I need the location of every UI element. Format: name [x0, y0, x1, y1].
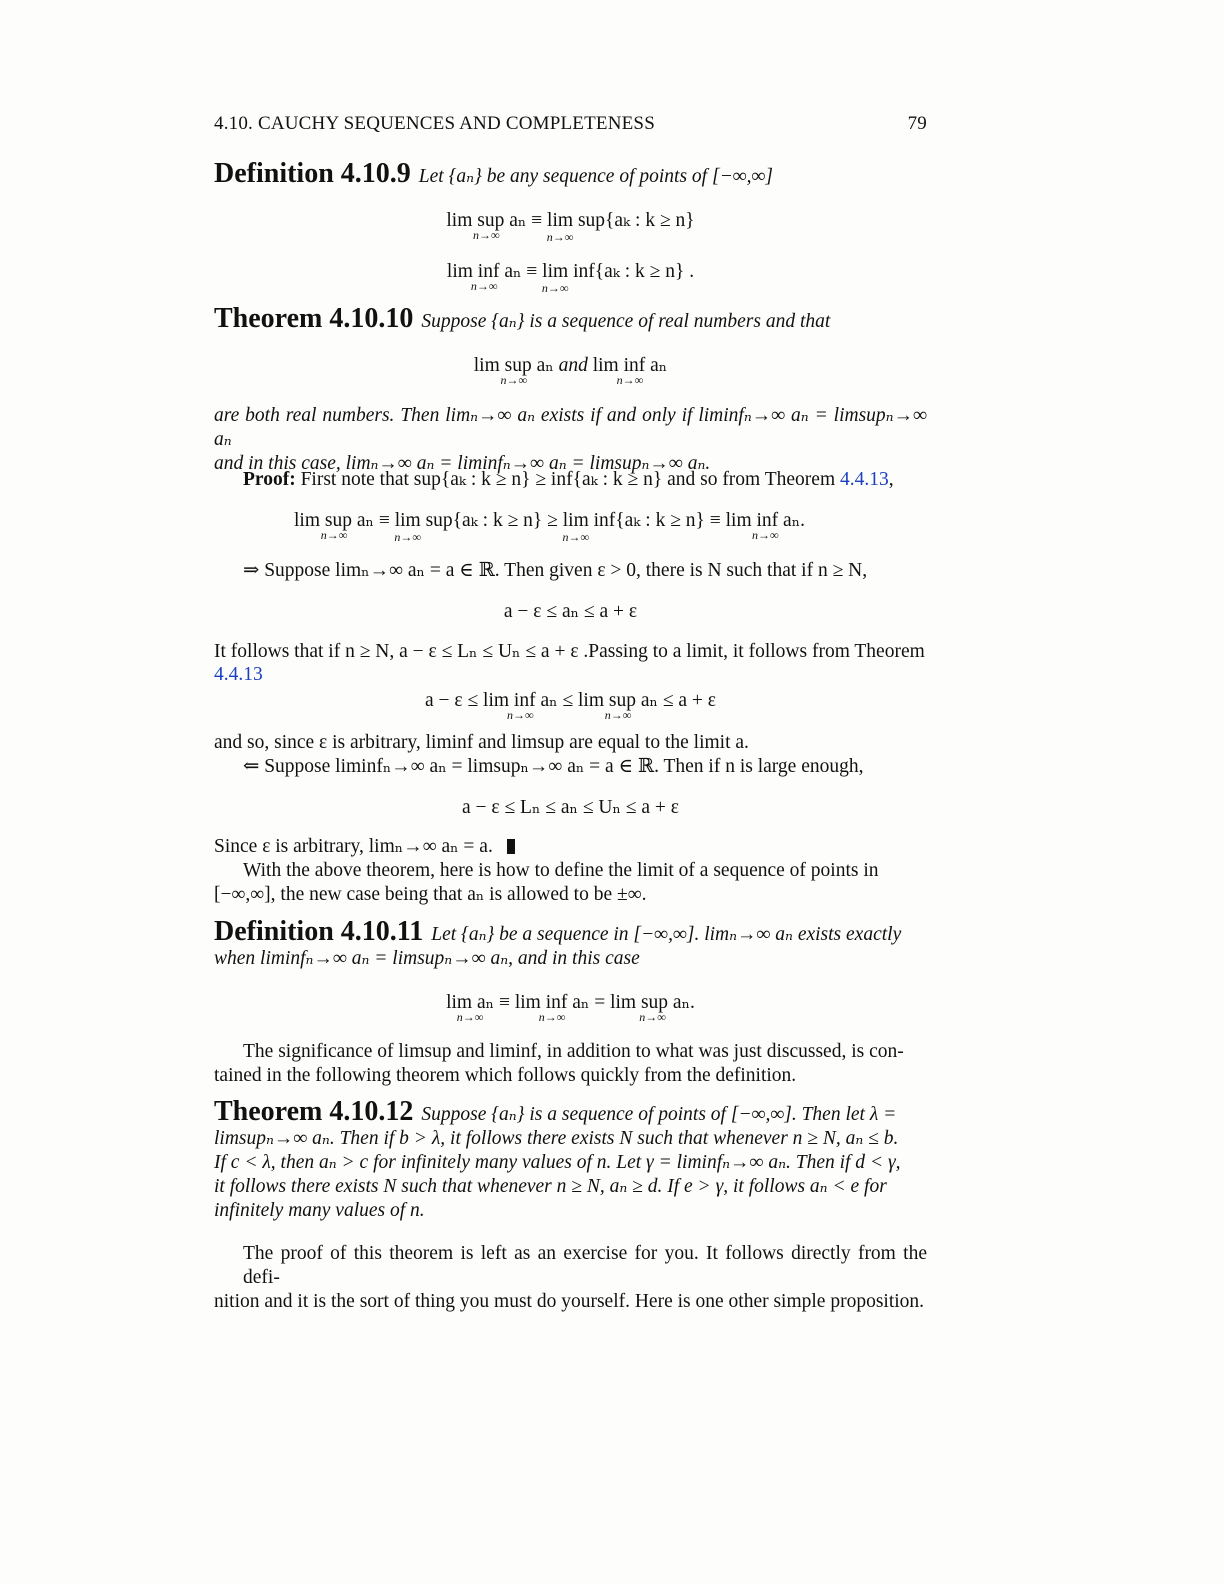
inequality-part: ≤ [557, 690, 579, 711]
proof-equation-4: a − ε ≤ Lₙ ≤ aₙ ≤ Uₙ ≤ a + ε [462, 797, 679, 818]
limit-subscript: n→∞ [752, 528, 779, 542]
definition-heading: Definition 4.10.11 [214, 916, 424, 947]
theorem-text-line: it follows there exists N such that whenever n ≥ N, aₙ ≥ d. If e > γ, it follows aₙ < e for [214, 1176, 887, 1197]
theorem-heading: Theorem 4.10.12 [214, 1096, 414, 1127]
limit-subscript: n→∞ [616, 373, 644, 387]
inf-expr: inf{aₖ : k ≥ n} . [568, 261, 695, 282]
definition-statement: Let {aₙ} be any sequence of points of [−∞,∞] [418, 166, 773, 187]
proof-forward-direction: ⇒ Suppose limₙ→∞ aₙ = a ∈ ℝ. Then given ε > 0, there is N such that if n ≥ N, [243, 560, 868, 581]
theorem-text-line: limsupₙ→∞ aₙ. Then if b > λ, it follows there exists N such that whenever n ≥ N, aₙ ≤ b. [214, 1128, 899, 1149]
equals-sign: = [589, 992, 611, 1013]
theorem-text-line: If c < λ, then aₙ > c for infinitely many values of n. Let γ = liminfₙ→∞ aₙ. Then if d < γ, [214, 1152, 901, 1173]
limit-subscript: n→∞ [538, 1010, 566, 1024]
liminf-expr: lim inf aₙ [592, 355, 668, 376]
proof-conclusion: Since ε is arbitrary, limₙ→∞ aₙ = a. [214, 836, 493, 857]
equiv-sign: ≡ [494, 992, 515, 1013]
definition-equation-limsup [214, 208, 927, 244]
equiv-sign: ≡ [526, 261, 543, 282]
proof-follows-line: It follows that if n ≥ N, a − ε ≤ Lₙ ≤ Uₙ ≤ a + ε .Passing to a limit, it follows from Theorem [214, 641, 925, 662]
paragraph-significance [214, 1040, 927, 1088]
theorem-text-line: Suppose {aₙ} is a sequence of points of [−∞,∞]. Then let λ = [421, 1104, 897, 1125]
theorem-reference-link[interactable]: 4.4.13 [840, 469, 889, 490]
sup-expr: sup{aₖ : k ≥ n} [573, 210, 695, 231]
inequality-part: a − ε ≤ [425, 690, 484, 711]
proof-label: Proof: [243, 469, 296, 490]
proof-backward-direction: ⇐ Suppose liminfₙ→∞ aₙ = limsupₙ→∞ aₙ = a ∈ ℝ. Then if n is large enough, [243, 756, 864, 777]
limit-subscript: n→∞ [562, 530, 590, 544]
liminf-expr: lim inf aₙ [446, 261, 522, 282]
definition-statement: when liminfₙ→∞ aₙ = limsupₙ→∞ aₙ, and in this case [214, 948, 640, 969]
proof-equation-1 [294, 508, 806, 544]
equiv-sign: ≡ [373, 510, 395, 531]
limit-subscript: n→∞ [473, 228, 500, 242]
theorem-4-10-12 [214, 1096, 927, 1223]
limsup-expr: lim sup aₙ [578, 690, 658, 711]
limit-subscript: n→∞ [541, 281, 569, 295]
proof-equation-3 [214, 688, 927, 722]
lim-word: lim [562, 510, 589, 531]
limit-subscript: n→∞ [546, 230, 574, 244]
definition-limit-equation [214, 990, 927, 1024]
limit-subscript: n→∞ [639, 1010, 666, 1024]
proof-since-line: and so, since ε is arbitrary, liminf and limsup are equal to the limit a. [214, 732, 749, 753]
limit-subscript: n→∞ [456, 1010, 484, 1024]
proof-intro [214, 468, 927, 492]
paragraph-line: nition and it is the sort of thing you must do yourself. Here is one other simple proposition. [214, 1291, 925, 1312]
theorem-text-line: are both real numbers. Then limₙ→∞ aₙ exists if and only if liminfₙ→∞ aₙ = limsupₙ→∞ aₙ [214, 405, 927, 450]
limsup-expr: lim sup aₙ [294, 510, 374, 531]
theorem-4-10-10 [214, 303, 927, 334]
definition-4-10-11 [214, 916, 927, 971]
inf-expr: inf{aₖ : k ≥ n} ≡ [588, 510, 726, 531]
proof-end [214, 835, 927, 859]
paragraph-limit-definition [214, 859, 927, 907]
page-number: 79 [907, 113, 927, 134]
theorem-reference-link[interactable]: 4.4.13 [214, 664, 263, 685]
lim-expr: lim aₙ [446, 992, 495, 1013]
definition-equation-liminf [214, 259, 927, 295]
theorem-text-line: and in this case, limₙ→∞ aₙ = liminfₙ→∞ aₙ = limsupₙ→∞ aₙ. [214, 453, 711, 474]
limsup-expr: lim sup aₙ [446, 210, 527, 231]
limit-subscript: n→∞ [507, 708, 534, 722]
proof-reference-line [214, 663, 927, 687]
limsup-expr: lim sup aₙ. [610, 992, 695, 1013]
paragraph-closing [214, 1242, 927, 1314]
qed-square-icon [507, 839, 515, 854]
lim-word: lim [394, 510, 421, 531]
limit-subscript: n→∞ [500, 373, 528, 387]
proof-text: First note that sup{aₖ : k ≥ n} ≥ inf{aₖ : k ≥ n} and so from Theorem [295, 469, 840, 490]
inequality-part: ≤ a + ε [657, 690, 716, 711]
proof-equation-2: a − ε ≤ aₙ ≤ a + ε [503, 601, 638, 622]
limit-subscript: n→∞ [604, 708, 632, 722]
limsup-expr: lim sup aₙ [473, 355, 554, 376]
sup-expr: sup{aₖ : k ≥ n} ≥ [420, 510, 563, 531]
paragraph-line: The significance of limsup and liminf, in addition to what was just discussed, is con- [243, 1041, 904, 1062]
paragraph-line: [−∞,∞], the new case being that aₙ is allowed to be ±∞. [214, 884, 647, 905]
theorem-continuation [214, 404, 927, 476]
and-word: and [553, 355, 593, 376]
proof-text: , [888, 469, 894, 490]
section-title: 4.10. CAUCHY SEQUENCES AND COMPLETENESS [214, 113, 655, 134]
paragraph-line: With the above theorem, here is how to define the limit of a sequence of points in [243, 860, 879, 881]
definition-heading: Definition 4.10.9 [214, 158, 411, 189]
theorem-text-line: infinitely many values of n. [214, 1200, 425, 1221]
theorem-heading: Theorem 4.10.10 [214, 303, 414, 334]
liminf-expr: lim inf aₙ. [725, 510, 806, 531]
limit-subscript: n→∞ [470, 279, 498, 293]
paragraph-line: The proof of this theorem is left as an exercise for you. It follows directly from the defi- [243, 1243, 927, 1288]
lim-word: lim [547, 210, 574, 231]
liminf-expr: lim inf aₙ [514, 992, 590, 1013]
limit-subscript: n→∞ [320, 528, 348, 542]
theorem-statement: Suppose {aₙ} is a sequence of real numbers and that [421, 311, 831, 332]
equiv-sign: ≡ [531, 210, 548, 231]
theorem-equation [214, 353, 927, 387]
paragraph-line: tained in the following theorem which follows quickly from the definition. [214, 1065, 797, 1086]
definition-statement: Let {aₙ} be a sequence in [−∞,∞]. limₙ→∞ aₙ exists exactly [431, 924, 902, 945]
definition-4-10-9 [214, 158, 927, 189]
running-header [214, 113, 927, 135]
lim-word: lim [542, 261, 569, 282]
liminf-expr: lim inf aₙ [483, 690, 558, 711]
limit-subscript: n→∞ [394, 530, 421, 544]
